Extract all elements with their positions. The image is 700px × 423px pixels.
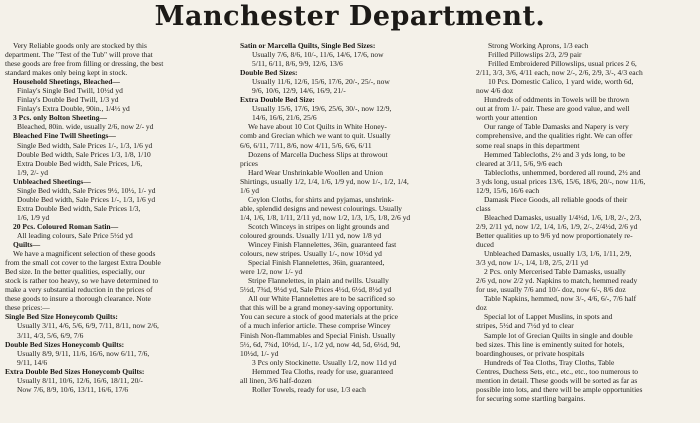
text-line: out at from 1/- pair. These are good value, and well: [476, 104, 630, 114]
text-line: Hundreds of Tea Cloths, Tray Cloths, Table: [484, 357, 615, 367]
text-line: Single Bed width, Sale Prices 1/-, 1/3, 1/6 yd: [17, 140, 153, 150]
text-line: department. The "Test of the Tub" will prove that: [5, 50, 153, 60]
text-line: 2 Pcs. only Mercerised Table Damasks, usually: [484, 267, 626, 277]
text-line: 5/11, 6/11, 8/6, 9/9, 12/6, 13/6: [252, 59, 343, 69]
text-line: Usually 8/11, 10/6, 12/6, 16/6, 18/11, 20/-: [17, 375, 143, 385]
text-line: Our range of Table Damasks and Napery is very: [484, 122, 629, 132]
text-line: 2/11, 3/3, 3/6, 4/11 each, now 2/-, 2/6, 2/9, 3/-, 4/3 each: [476, 68, 643, 78]
text-line: Very Reliable goods only are stocked by this: [13, 41, 147, 50]
section-heading: Satin or Marcella Quilts, Single Bed Sizes:: [240, 41, 376, 50]
text-line: 1/9, 2/- yd: [17, 167, 49, 177]
text-line: Roller Towels, ready for use, 1/3 each: [252, 384, 366, 394]
text-line: Usually 11/6, 12/6, 15/6, 17/6, 20/-, 25/-, now: [252, 77, 390, 87]
section-heading: Quilts—: [13, 240, 41, 250]
text-line: colours, new stripes. Usually 1/-, now 10½d yd: [240, 249, 382, 259]
text-line: Damask Piece Goods, all reliable goods of their: [484, 194, 628, 204]
section-heading: Double Bed Sizes:: [240, 68, 298, 78]
text-line: cleared at 3/11, 5/6, 9/6 each: [476, 158, 563, 168]
text-line: 10 Pcs. Domestic Calico, 1 yard wide, worth 6d,: [488, 77, 634, 87]
text-line: You can secure a stock of good materials at the price: [240, 312, 398, 322]
text-line: Hemmed Tea Cloths, ready for use, guaranteed: [252, 366, 393, 376]
text-line: stripes, 5½d and 7½d yd to clear: [476, 321, 574, 331]
text-line: for use, usually 7/6 and 10/- doz, now 6/-, 8/6 doz: [476, 285, 626, 295]
section-heading: 3 Pcs. only Bolton Sheeting—: [13, 113, 107, 123]
text-line: 1/4, 1/6, 1/8, 1/11, 2/11 yd, now 1/2, 1/3, 1/5, 1/8, 2/6 yd: [240, 212, 411, 222]
text-line: 1/6, 1/9 yd: [17, 212, 50, 222]
text-line: Usually 15/6, 17/6, 19/6, 25/6, 30/-, now 12/9,: [252, 104, 392, 114]
text-line: Better qualities up to 9/6 yd now proportionately re-: [476, 230, 633, 240]
text-line: all linen, 3/6 half-dozen: [240, 375, 312, 385]
text-line: Sample lot of Grecian Quilts in single and double: [484, 330, 633, 340]
text-line: class: [476, 203, 491, 213]
text-line: some real snaps in this department: [476, 140, 580, 150]
text-line: Ceylon Cloths, for shirts and pyjamas, unshrink-: [248, 194, 394, 204]
text-line: Now 7/6, 8/9, 10/6, 13/11, 16/6, 17/6: [17, 384, 129, 394]
text-line: Bleached Damasks, usually 1/4½d, 1/6, 1/8, 2/-, 2/3,: [484, 212, 642, 222]
text-line: 3 yds long, usual prices 13/6, 15/6, 18/6, 20/-, now 11/6,: [476, 176, 646, 186]
section-heading: Extra Double Bed Sizes Honeycomb Quilts:: [5, 366, 145, 376]
text-line: Dozens of Marcella Duchess Slips at throwout: [248, 149, 388, 159]
text-line: standard makes only being kept in stock.: [5, 68, 128, 78]
text-line: Finish Non-flammables and Special Finish. Usually: [240, 330, 396, 340]
text-line: make a very substantial reduction in the prices of: [5, 285, 153, 295]
text-line: 9/6, 10/6, 12/9, 14/6, 16/9, 21/-: [252, 86, 346, 96]
text-line: Double Bed width, Sale Prices 1/-, 1/3, 1/6 yd: [17, 194, 156, 204]
text-line: 6/6, 6/11, 7/11, 8/6, now 4/11, 5/6, 6/6, 6/11: [240, 140, 372, 150]
column-right: [476, 41, 695, 403]
text-line: these goods to insure a thorough clearance. Note: [5, 294, 151, 304]
text-line: Bed size. In the better qualities, especially, our: [5, 267, 145, 277]
text-line: Usually 3/11, 4/6, 5/6, 6/9, 7/11, 8/11, now 2/6,: [17, 321, 159, 331]
text-line: Unbleached Damasks, usually 1/3, 1/6, 1/11, 2/9,: [484, 249, 632, 259]
text-line: 12/9, 15/6, 16/6 each: [476, 185, 540, 195]
section-heading: Bleached Fine Twill Sheetings—: [13, 131, 116, 141]
text-line: Hemmed Tablecloths, 2½ and 3 yds long, to be: [484, 149, 626, 159]
section-heading: Household Sheetings, Bleached—: [13, 77, 120, 87]
text-line: 3/3 yd, now 1/-, 1/4, 1/8, 2/5, 2/11 yd: [476, 258, 589, 268]
section-heading: 20 Pcs. Coloured Roman Satin—: [13, 221, 119, 231]
text-line: 5½, 6d, 7¾d, 10½d, 1/-, 1/2 yd, now 4d, 5d, 6½d, 9d,: [240, 339, 401, 349]
text-line: 3 Pcs only Stockinette. Usually 1/2, now 11d yd: [252, 357, 397, 367]
text-line: Stripe Flannelettes, in plain and twills. Usually: [248, 276, 389, 286]
section-heading: Extra Double Bed Size:: [240, 95, 315, 105]
text-line: possible into lots, and there will be ample opportunities: [476, 384, 643, 394]
text-line: Finlay's Extra Double, 90in., 1/4½ yd: [17, 104, 130, 114]
text-line: We have about 10 Cot Quilts in White Honey-: [248, 122, 387, 132]
text-line: from the small cot cover to the largest Extra Double: [5, 258, 161, 268]
text-line: Hundreds of oddments in Towels will be thrown: [484, 95, 629, 105]
text-line: 10½d, 1/- yd: [240, 348, 279, 358]
text-line: mention in detail. These goods will be sorted as far as: [476, 375, 638, 385]
text-line: Frilled Embroidered Pillowslips, usual prices 2 6,: [488, 59, 637, 69]
text-line: Usually 8/9, 9/11, 11/6, 16/6, now 6/11, 7/6,: [17, 348, 150, 358]
text-line: of a much inferior article. These comprise Wincey: [240, 321, 391, 331]
text-line: able, splendid designs and newest colourings. Usually: [240, 203, 403, 213]
text-line: Hard Wear Unshrinkable Woollen and Union: [248, 167, 383, 177]
section-heading: Double Bed Sizes Honeycomb Quilts:: [5, 339, 125, 349]
text-line: stock is rather too heavy, so we have determined to: [5, 276, 159, 286]
text-line: Single Bed width, Sale Prices 9½, 10½, 1/- yd: [17, 185, 156, 195]
text-line: these goods are free from filling or dressing, the best: [5, 59, 164, 69]
text-line: prices: [240, 158, 258, 168]
text-line: Special lot of Lappet Muslins, in spots and: [484, 312, 613, 322]
column-left: [5, 41, 229, 394]
text-line: coloured grounds. Usually 1/11 yd, now 1/8 yd: [240, 230, 382, 240]
text-line: Scotch Winceys in stripes on light grounds and: [248, 221, 390, 231]
text-line: now 4/6 doz: [476, 86, 514, 96]
text-line: were 1/2, now 1/- yd: [240, 267, 303, 277]
text-line: Special Finish Flannelettes, 36in, guaranteed,: [248, 258, 385, 268]
text-line: Centres, Duchess Sets, etc., etc., etc., too numerous to: [476, 366, 639, 376]
text-line: Extra Double Bed width, Sale Prices 1/3,: [17, 203, 141, 213]
text-line: doz: [476, 303, 487, 313]
text-line: Wincey Finish Flannelettes, 36in, guaranteed fast: [248, 240, 397, 250]
text-line: duced: [476, 240, 494, 250]
text-line: Tablecloths, unhemmed, bordered all round, 2½ and: [484, 167, 641, 177]
text-line: 5½d, 7¾d, 9½d yd, Sale Prices 4½d, 6½d, 8½d yd: [240, 285, 392, 295]
text-line: that this will be a grand money-saving opportunity.: [240, 303, 394, 313]
text-line: Usually 7/6, 8/6, 10/-, 11/6, 14/6, 17/6, now: [252, 50, 384, 60]
section-heading: Unbleached Sheetings—: [13, 176, 91, 186]
text-line: for securing some startling bargains.: [476, 393, 586, 403]
text-line: bed sizes. This line is eminently suited for hotels,: [476, 339, 625, 349]
column-middle: [240, 41, 466, 394]
text-line: Table Napkins, hemmed, now 3/-, 4/6, 6/-, 7/6 half: [484, 294, 637, 304]
text-line: 9/11, 14/6: [17, 357, 48, 367]
text-line: 14/6, 16/6, 21/6, 25/6: [252, 113, 317, 123]
text-line: Bleached, 80in. wide, usually 2/6, now 2/- yd: [17, 122, 154, 132]
text-line: All leading colours, Sale Price 5½d yd: [17, 230, 133, 240]
text-line: 2/9, 2/11 yd, now 1/2, 1/4, 1/6, 1/9, 2/-, 2/4½d, 2/6 yd: [476, 221, 638, 231]
text-line: comb and Grecian which we want to quit. Usually: [240, 131, 391, 141]
text-line: 2/6 yd, now 2/2 yd. Napkins to match, hemmed ready: [476, 276, 638, 286]
text-line: Extra Double Bed width, Sale Prices, 1/6,: [17, 158, 143, 168]
section-heading: Single Bed Size Honeycomb Quilts:: [5, 312, 118, 322]
text-line: Shirtings, usually 1/2, 1/4, 1/6, 1/9 yd, now 1/-, 1/2, 1/4,: [240, 176, 409, 186]
text-line: Finlay's Single Bed Twill, 10½d yd: [17, 86, 123, 96]
text-line: 1/6 yd: [240, 185, 259, 195]
text-line: All our White Flannelettes are to be sacrificed so: [248, 294, 395, 304]
text-line: boardinghouses, or private hospitals: [476, 348, 585, 358]
text-line: Strong Working Aprons, 1/3 each: [488, 41, 589, 50]
text-line: these prices:—: [5, 303, 50, 313]
text-line: worth your attention: [476, 113, 538, 123]
text-line: We have a magnificent selection of these goods: [13, 249, 156, 259]
text-line: 3/11, 4/3, 5/6, 6/9, 7/6: [17, 330, 84, 340]
page-title: Manchester Department.: [154, 1, 546, 32]
text-line: comprehensive, and the qualities right. We can offer: [476, 131, 633, 141]
text-line: Double Bed width, Sale Prices 1/3, 1/8, 1/10: [17, 149, 151, 159]
text-line: Frilled Pillowslips 2/3, 2/9 pair: [488, 50, 582, 60]
text-line: Finlay's Double Bed Twill, 1/3 yd: [17, 95, 119, 105]
